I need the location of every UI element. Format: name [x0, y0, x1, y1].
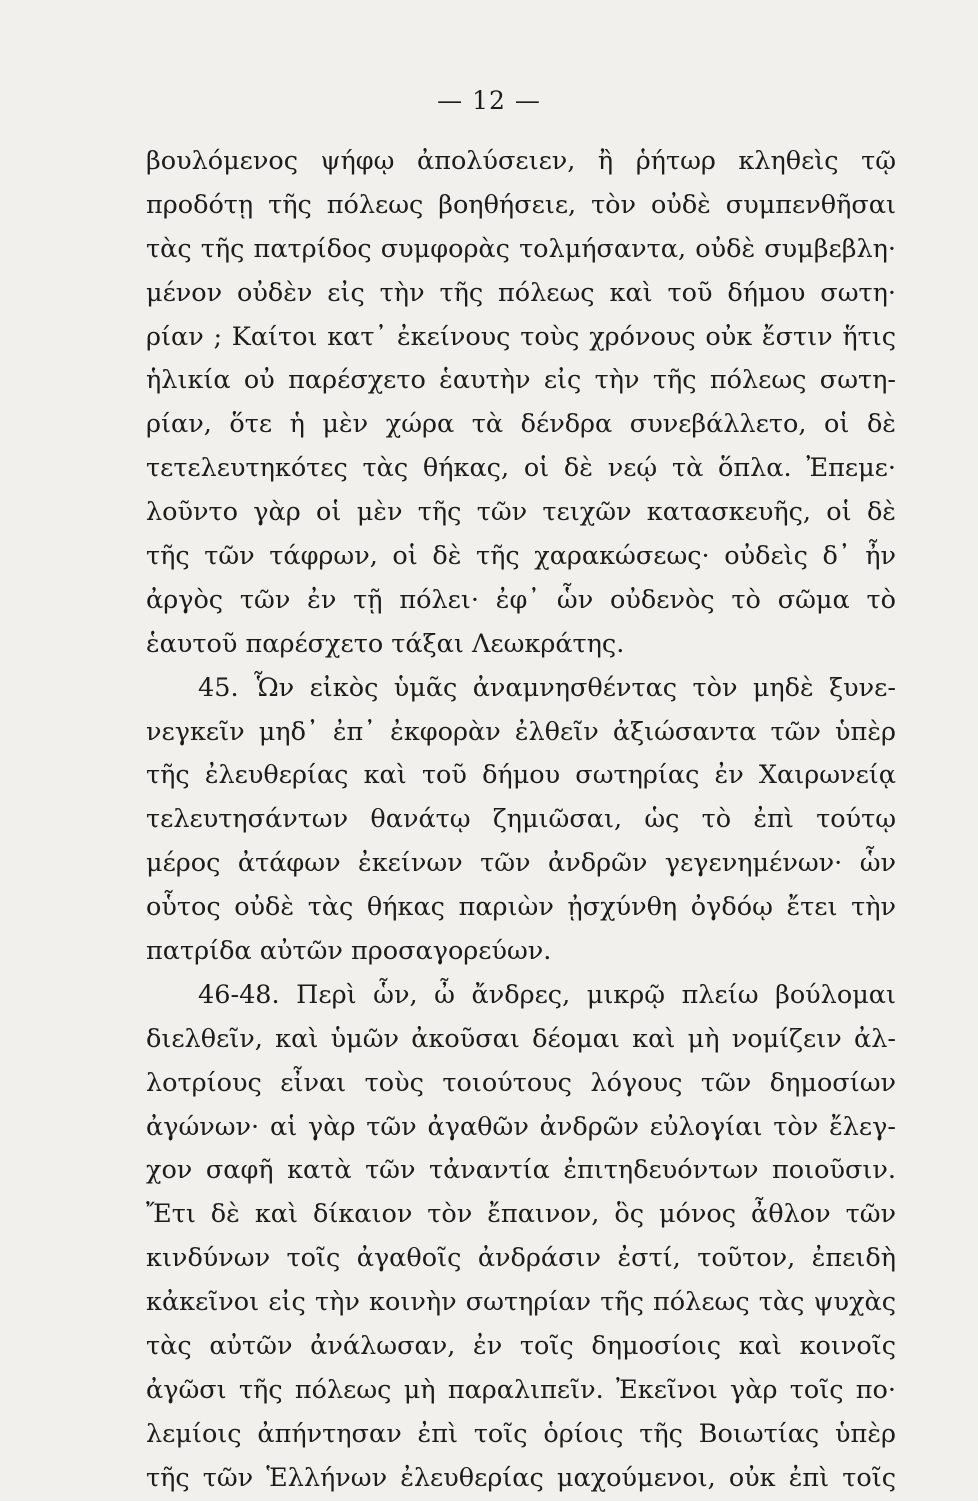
body-text: [146, 140, 896, 1501]
text-line: προδότῃ τῆς πόλεως βοηθήσειε, τὸν οὐδὲ συμπενθῆσαι: [146, 189, 896, 220]
text-line: τελευτησάντων θανάτῳ ζημιῶσαι, ὡς τὸ ἐπὶ τούτῳ: [146, 804, 896, 835]
text-line: ρίαν ; Καίτοι κατ᾽ ἐκείνους τοὺς χρόνους οὐκ ἔστιν ἥτις: [146, 321, 896, 352]
text-line: τῆς τῶν τάφρων, οἱ δὲ τῆς χαρακώσεως· οὐδεὶς δ᾽ ἦν: [146, 541, 896, 572]
text-line: τὰς αὐτῶν ἀνάλωσαν, ἐν τοῖς δημοσίοις καὶ κοινοῖς: [146, 1331, 896, 1362]
section-46-48-first-line: 46-48. Περὶ ὧν, ὦ ἄνδρες, μικρῷ πλείω βούλομαι: [198, 979, 896, 1010]
text-line: μένον οὐδὲν εἰς τὴν τῆς πόλεως καὶ τοῦ δήμου σωτη·: [146, 277, 896, 308]
page-number: — 12 —: [437, 86, 541, 115]
text-line: βουλόμενος ψήφῳ ἀπολύσειεν, ἢ ῥήτωρ κληθεὶς τῷ: [146, 146, 896, 176]
text-line: τὰς τῆς πατρίδος συμφορὰς τολμήσαντα, οὐδὲ συμβεβλη·: [146, 233, 896, 264]
text-line: τετελευτηκότες τὰς θήκας, οἱ δὲ νεῴ τὰ ὅπλα. Ἐπεμε·: [146, 453, 896, 484]
text-line: οὗτος οὐδὲ τὰς θήκας παριὼν ᾐσχύνθη ὀγδόῳ ἔτει τὴν: [146, 892, 896, 923]
text-line: λεμίοις ἀπήντησαν ἐπὶ τοῖς ὁρίοις τῆς Βοιωτίας ὑπὲρ: [146, 1418, 896, 1449]
text-line: λοτρίους εἶναι τοὺς τοιούτους λόγους τῶν δημοσίων: [146, 1067, 896, 1098]
text-line: τῆς τῶν Ἑλλήνων ἐλευθερίας μαχούμενοι, οὐκ ἐπὶ τοῖς: [146, 1462, 896, 1493]
text-line: ρίαν, ὅτε ἡ μὲν χώρα τὰ δένδρα συνεβάλλετο, οἱ δὲ: [146, 409, 896, 440]
text-line: ἀργὸς τῶν ἐν τῇ πόλει· ἐφ᾽ ὧν οὐδενὸς τὸ σῶμα τὸ: [146, 584, 896, 615]
text-line: πατρίδα αὐτῶν προσαγορεύων.: [146, 936, 552, 967]
text-line: κινδύνων τοῖς ἀγαθοῖς ἀνδράσιν ἐστί, τοῦτον, ἐπειδὴ: [146, 1243, 896, 1274]
text-line: Ἔτι δὲ καὶ δίκαιον τὸν ἔπαινον, ὃς μόνος ἆθλον τῶν: [146, 1199, 896, 1230]
text-line: ἑαυτοῦ παρέσχετο τάξαι Λεωκράτης.: [146, 628, 625, 659]
text-line: ἡλικία οὐ παρέσχετο ἑαυτὴν εἰς τὴν τῆς πόλεως σωτη-: [146, 365, 896, 396]
text-line: κἀκεῖνοι εἰς τὴν κοινὴν σωτηρίαν τῆς πόλεως τὰς ψυχὰς: [146, 1287, 896, 1318]
text-line: χον σαφῆ κατὰ τῶν τἀναντία ἐπιτηδευόντων ποιοῦσιν.: [146, 1155, 896, 1186]
text-line: διελθεῖν, καὶ ὑμῶν ἀκοῦσαι δέομαι καὶ μὴ νομίζειν ἀλ-: [146, 1023, 896, 1054]
text-line: λοῦντο γὰρ οἱ μὲν τῆς τῶν τειχῶν κατασκευῆς, οἱ δὲ: [146, 497, 896, 528]
text-line: τῆς ἐλευθερίας καὶ τοῦ δήμου σωτηρίας ἐν Χαιρωνείᾳ: [146, 760, 896, 791]
text-line: νεγκεῖν μηδ᾽ ἐπ᾽ ἐκφορὰν ἐλθεῖν ἀξιώσαντα τῶν ὑπὲρ: [146, 716, 896, 747]
text-line: μέρος ἀτάφων ἐκείνων τῶν ἀνδρῶν γεγενημένων· ὧν: [146, 848, 896, 879]
section-45-first-line: 45. Ὧν εἰκὸς ὑμᾶς ἀναμνησθέντας τὸν μηδὲ ξυνε-: [198, 672, 896, 703]
text-line: ἀγῶσι τῆς πόλεως μὴ παραλιπεῖν. Ἐκεῖνοι γὰρ τοῖς πο·: [146, 1374, 896, 1405]
text-line: ἀγώνων· αἱ γὰρ τῶν ἀγαθῶν ἀνδρῶν εὐλογίαι τὸν ἔλεγ-: [146, 1111, 896, 1142]
